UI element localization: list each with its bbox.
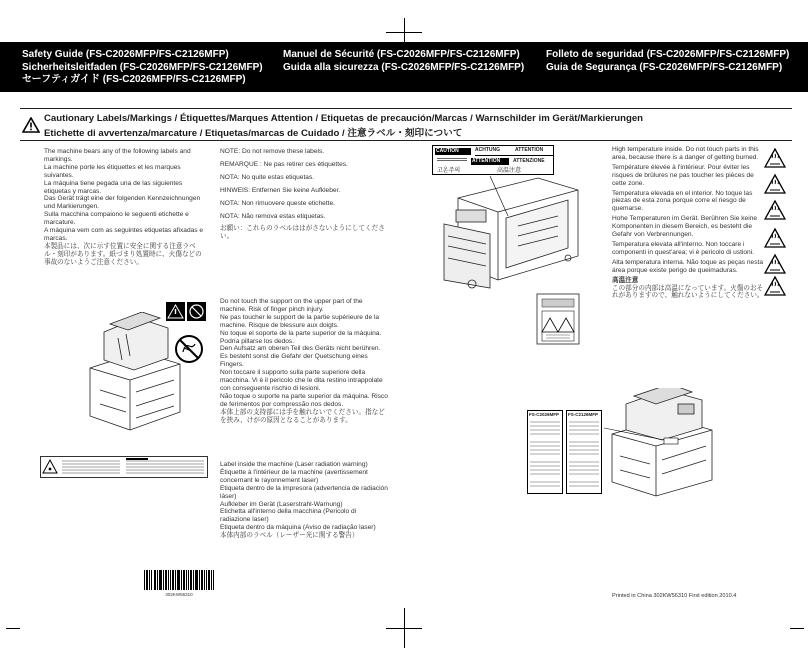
text-line: 高温注意: [612, 276, 639, 284]
text-line: The machine bears any of the following labels and markings.: [44, 148, 191, 163]
printer-rear-illustration: [428, 176, 590, 300]
text-line: Non toccare il supporto sulla parte superiore della macchina. Vi è il pericolo che le dita restino intrappolate con conseguente rischio di lesioni.: [220, 369, 383, 392]
text-line: Etichetta all'interno della macchina (Pericolo di radiazione laser): [220, 508, 357, 524]
crop-mark: [386, 628, 422, 629]
model-label-fine-print: [569, 420, 601, 492]
high-temperature-text: [612, 146, 764, 300]
text-line: NOTE: Do not remove these labels.: [220, 148, 325, 155]
text-line: 本体上部の支持部には手を触れないでください。指などを挟み、けがの原因となることがあります。: [220, 408, 385, 424]
crop-mark: [790, 628, 804, 629]
print-edition-note: Printed in China 302KW56310 First edition 2010.4: [612, 593, 737, 599]
text-line: Étiquette à l'intérieur de la machine (avertissement concernant le rayonnement laser): [220, 468, 368, 484]
fuser-closeup-illustration: [536, 293, 580, 345]
title-column-3: [546, 49, 789, 74]
text-line: 本製品には、次に示す位置に安全に関する注意ラベル・刻印があります。紙づまり処置時に、火傷などの事故のないようご注意ください。: [44, 242, 202, 266]
text-line: Label inside the machine (Laser radiation warning): [220, 461, 368, 468]
text-line: Temperatura elevata all'interno. Non toccare i componenti in quest'area; vi è pericolo di ustioni.: [612, 240, 755, 256]
text-line: Etiqueta dentro da máquina (Aviso de radiação laser): [220, 524, 376, 532]
title-column-1: [22, 49, 263, 87]
text-line: お願い：これらのラベルははがさないようにしてください。: [220, 225, 385, 241]
text-line: Ne pas toucher le support de la partie supérieure de la machine. Risque de blessure aux doigts.: [220, 313, 380, 329]
text-line: Sulla macchina compaiono le seguenti etichette e marcature.: [44, 211, 189, 227]
text-line: Température élevée à l'intérieur. Pour éviter les risques de brûlures ne pas toucher les pièces de cette zone.: [612, 163, 754, 187]
note-text: [220, 148, 388, 241]
barcode-number: 302KW56310: [165, 592, 193, 597]
text-line: Temperatura elevada en el interior. No toque las piezas de esta zona porque corre el riesgo de quemarse.: [612, 189, 753, 213]
intro-text: [44, 148, 204, 267]
title-header: [0, 42, 808, 92]
text-line: REMARQUE : Ne pas retirer ces étiquettes.: [220, 160, 348, 168]
title-line: セーフティガイド (FS-C2026MFP/FS-C2126MFP): [22, 74, 246, 85]
title-line: Guia de Segurança (FS-C2026MFP/FS-C2126MFP): [546, 61, 783, 73]
model-label-text: FS-C2126MFP: [568, 412, 599, 417]
hot-surface-icon: [765, 229, 785, 247]
printer-front-illustration: [80, 312, 188, 436]
achtung-text: ACHTUNG: [475, 147, 500, 153]
attenzione-text: ATTENZIONE: [513, 158, 545, 164]
text-line: La máquina tiene pegada una de las siguientes etiquetas y marcas.: [44, 179, 183, 195]
heading-line: Etichette di avvertenza/marcature / Etiquetas/marcas de Cuidado / 注意ラベル・刻印について: [44, 128, 463, 139]
model-label-panel: [566, 410, 602, 494]
title-line: Safety Guide (FS-C2026MFP/FS-C2126MFP): [22, 49, 229, 60]
model-label-text: FS-C2026MFP: [529, 412, 560, 417]
hot-surface-icon: [765, 175, 785, 193]
title-line: Guida alla sicurezza (FS-C2026MFP/FS-C2126MFP): [283, 61, 525, 73]
printer-side-illustration: [604, 388, 718, 498]
text-line: 本体内部のラベル（レーザー光に関する警告）: [220, 532, 359, 540]
laser-label-text: [220, 461, 388, 540]
text-line: NOTA: Non rimuovere queste etichette.: [220, 199, 335, 207]
japanese-hot-text: 高温注意: [497, 168, 522, 174]
cautionary-labels-heading: [20, 108, 792, 141]
text-line: Aufkleber im Gerät (Laserstrahl-Warnung): [220, 500, 343, 508]
text-line: この部分の内部は高温になっています。火傷のおそれがありますので、触れないようにしてください。: [612, 284, 764, 300]
caution-text: CAUTION: [436, 148, 459, 154]
title-line: Sicherheitsleitfaden (FS-C2026MFP/FS-C2126MFP): [22, 61, 263, 73]
hot-surface-icon-column: [764, 148, 786, 308]
hot-surface-icon: [765, 149, 785, 167]
crop-mark: [6, 628, 20, 629]
crop-mark: [386, 32, 422, 33]
text-line: High temperature inside. Do not touch parts in this area, because there is a danger of getting burned.: [612, 146, 759, 161]
text-line: Não toque o suporte na parte superior da máquina. Risco de ferimentos por compressão nos dedos.: [220, 392, 388, 408]
text-line: NOTA: No quite estas etiquetas.: [220, 173, 315, 181]
text-line: No toque el soporte de la parte superior de la máquina. Podría pillarse los dedos.: [220, 329, 382, 345]
caution-label-strip: [432, 145, 554, 175]
text-line: A máquina vem com as seguintes etiquetas afixadas e marcas.: [44, 227, 204, 242]
barcode-bars: [142, 570, 216, 592]
model-label-panel: [527, 410, 563, 494]
title-line: Folleto de seguridad (FS-C2026MFP/FS-C2126MFP): [546, 49, 790, 60]
hot-surface-icon: [765, 255, 785, 273]
text-line: Do not touch the support on the upper part of the machine. Risk of finger pinch injury.: [220, 298, 363, 313]
text-line: Alta temperatura interna. Não toque as peças nesta área porque existe perigo de queimaduras.: [612, 258, 764, 274]
attention-text: ATTENTION: [515, 147, 544, 153]
hot-surface-icon: [765, 277, 785, 295]
text-line: La machine porte les étiquettes et les marques suivantes.: [44, 163, 181, 179]
attention-text: ATTENTION: [472, 158, 501, 164]
text-line: NOTA: Não remova estas etiquetas.: [220, 212, 326, 220]
model-label-fine-print: [530, 420, 562, 492]
text-line: Den Aufsatz am oberen Teil des Geräts nicht berühren. Es besteht sonst die Gefahr der Quetschung eines Fingers.: [220, 345, 381, 369]
warning-triangle-icon: [22, 117, 40, 133]
text-line: HINWEIS: Entfernen Sie keine Aufkleber.: [220, 186, 341, 194]
text-line: Hohe Temperaturen im Gerät. Berühren Sie keine Komponenten in diesem Bereich, es besteht die Gefahr von Verbrennungen.: [612, 215, 758, 239]
hot-surface-icon: [765, 201, 785, 219]
title-column-2: [283, 49, 524, 74]
korean-hot-text: 고온주의: [437, 168, 461, 174]
laser-warning-label: [40, 456, 208, 478]
pinch-warning-text: [220, 298, 388, 425]
text-line: Etiqueta dentro de la impresora (advertencia de radiación láser): [220, 484, 388, 500]
text-line: Das Gerät trägt eine der folgenden Kennzeichnungen und Markierungen.: [44, 195, 201, 211]
heading-line: Cautionary Labels/Markings / Étiquettes/Marques Attention / Etiquetas de precaución/Marcas / Warnschilder im Gerät/Markierungen: [44, 113, 644, 124]
title-line: Manuel de Sécurité (FS-C2026MFP/FS-C2126MFP): [283, 49, 520, 60]
barcode: [142, 570, 216, 598]
